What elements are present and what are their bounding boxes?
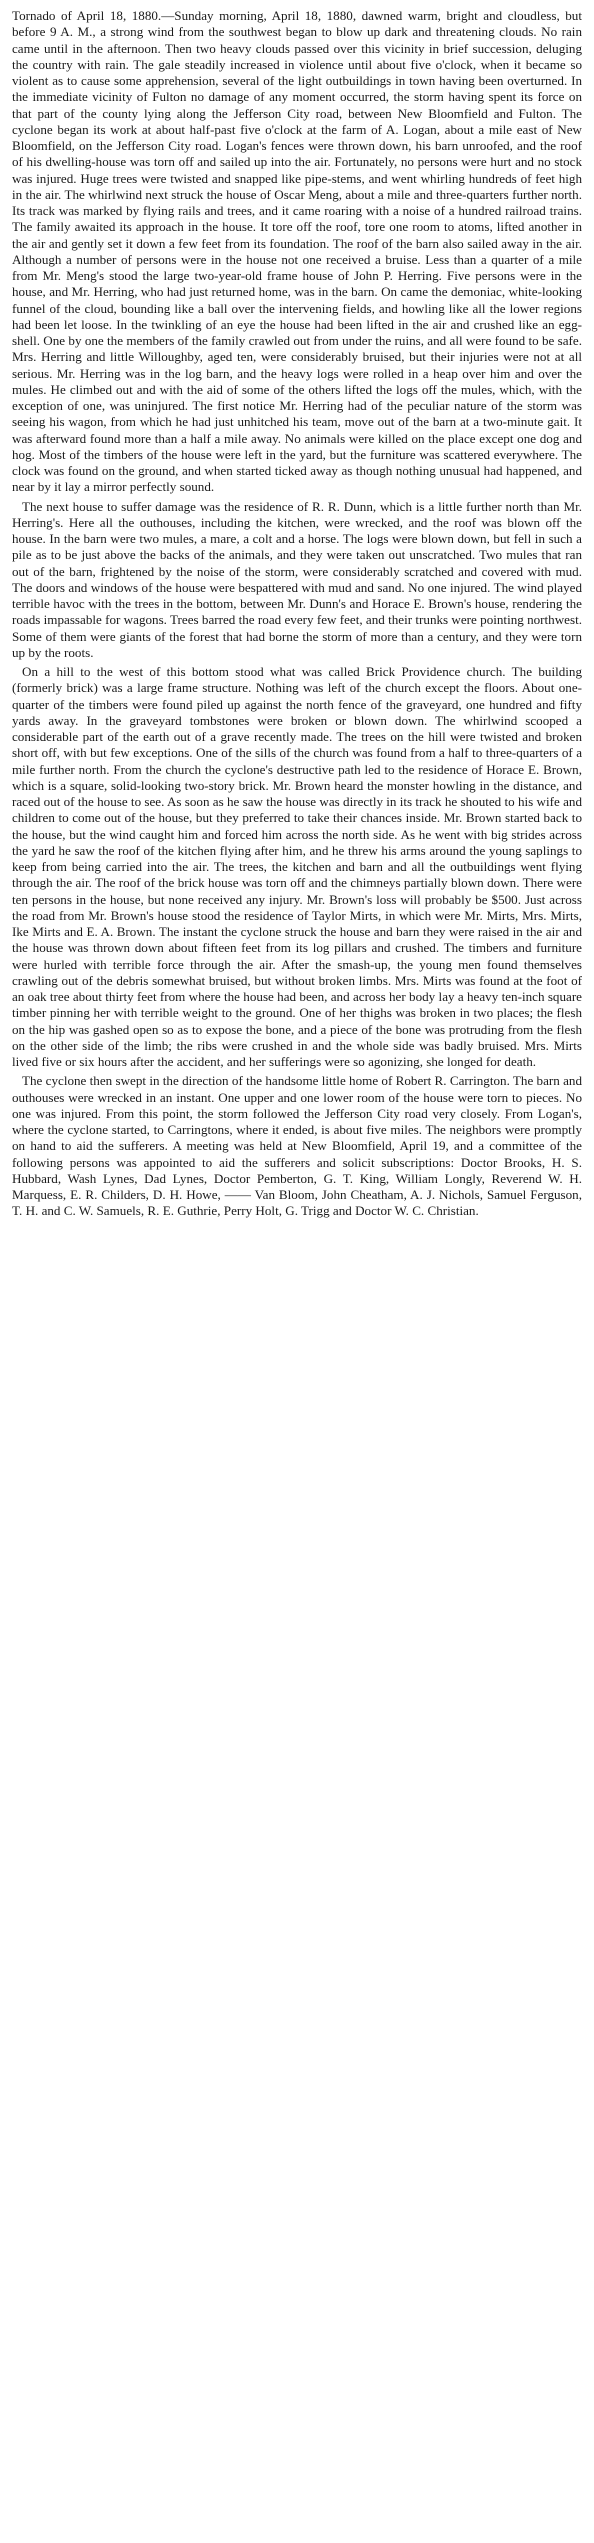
paragraph-tornado-intro: Tornado of April 18, 1880.—Sunday morning, April 18, 1880, dawned warm, bright and cloudless, but before 9 A. M., a strong wind from the southwest began to blow up dark and threatening clouds. No rain came until in the afternoon. Then two heavy clouds passed over this vicinity in brief succession, deluging the country with rain. The gale steadily increased in violence until about five o'clock, when it became so violent as to cause some apprehension, several of the light outbuildings in town having been overturned. In the immediate vicinity of Fulton no damage of any moment occurred, the storm having spent its force on that part of the county lying along the Jefferson City road, between New Bloomfield and Fulton. The cyclone began its work at about half-past five o'clock at the farm of A. Logan, about a mile east of New Bloomfield, on the Jefferson City road. Logan's fences were thrown down, his barn unroofed, and the roof of his dwelling-house was torn off and sailed up into the air. Fortunately, no persons were hurt and no stock was injured. Huge trees were twisted and snapped like pipe-stems, and went whirling hundreds of feet high in the air. The whirlwind next struck the house of Oscar Meng, about a mile and three-quarters further north. Its track was marked by flying rails and trees, and it came roaring with a noise of a hundred railroad trains. The family awaited its approach in the house. It tore off the roof, tore one room to atoms, lifted another in the air and gently set it down a few feet from its foundation. The roof of the barn also sailed away in the air. Although a number of persons were in the house not one received a bruise. Less than a quarter of a mile from Mr. Meng's stood the large two-year-old frame house of John P. Herring. Five persons were in the house, and Mr. Herring, who had just returned home, was in the barn. On came the demoniac, white-looking funnel of the cloud, bounding like a ball over the intervening fields, and howling like all the lower regions had been let loose. In the twinkling of an eye the house had been lifted in the air and crushed like an egg-shell. One by one the members of the family crawled out from under the ruins, and all were found to be safe. Mrs. Herring and little Willoughby, aged ten, were considerably bruised, but their injuries were not at all serious. Mr. Herring was in the log barn, and the heavy logs were rolled in a heap over him and over the mules. He climbed out and with the aid of some of the others lifted the logs off the mules, which, with the exception of one, was uninjured. The first notice Mr. Herring had of the peculiar nature of the storm was seeing his wagon, from which he had just unhitched his team, move out of the barn at a two-minute gait. It was afterward found more than a half a mile away. No animals were killed on the place except one dog and hog. Most of the timbers of the house were left in the yard, but the furniture was scattered everywhere. The clock was found on the ground, and when started ticked away as though nothing unusual had happened, and near by it lay a mirror perfectly sound. — [12, 8, 582, 495]
paragraph-dunn-residence: The next house to suffer damage was the residence of R. R. Dunn, which is a little further north than Mr. Herring's. Here all the outhouses, including the kitchen, were wrecked, and the roof was blown off the house. In the barn were two mules, a mare, a colt and a horse. The logs were blown down, but fell in such a pile as to be just above the backs of the animals, and they were taken out unscratched. Two mules that ran out of the barn, frightened by the noise of the storm, were considerably scratched and covered with mud. The doors and windows of the house were bespattered with mud and sand. No one injured. The wind played terrible havoc with the trees in the bottom, between Mr. Dunn's and Horace E. Brown's house, rendering the roads impassable for wagons. Trees barred the road every few feet, and their trunks were pointing northwest. Some of them were giants of the forest that had borne the storm of more than a century, and they were torn up by the roots. — [12, 498, 582, 660]
paragraph-providence-church: On a hill to the west of this bottom stood what was called Brick Providence church. The building (formerly brick) was a large frame structure. Nothing was left of the church except the floors. About one-quarter of the timbers were found piled up against the north fence of the graveyard, one hundred and fifty yards away. In the graveyard tombstones were broken or blown down. The whirlwind scooped a considerable part of the earth out of a grave recently made. The trees on the hill were twisted and broken short off, with but few exceptions. One of the sills of the church was found from a half to three-quarters of a mile further north. From the church the cyclone's destructive path led to the residence of Horace E. Brown, which is a square, solid-looking two-story brick. Mr. Brown heard the monster howling in the distance, and raced out of the house to see. As soon as he saw the house was directly in its track he shouted to his wife and children to come out of the house, but they preferred to take their chances inside. Mr. Brown started back to the house, but the wind caught him and forced him across the north side. As he went with big strides across the yard he saw the roof of the kitchen flying after him, and he threw his arms around the young saplings to keep from being carried into the air. The trees, the kitchen and barn and all the outbuildings went flying through the air. The roof of the brick house was torn off and the chimneys partially blown down. There were ten persons in the house, but none received any injury. Mr. Brown's loss will probably be $500. Just across the road from Mr. Brown's house stood the residence of Taylor Mirts, in which were Mr. Mirts, Mrs. Mirts, Ike Mirts and E. A. Brown. The instant the cyclone struck the house and barn they were raised in the air and the house was thrown down about fifteen feet from its log pillars and crushed. The timbers and furniture were hurled with terrible force through the air. After the smash-up, the young men found themselves crawling out of the debris somewhat bruised, but without broken limbs. Mrs. Mirts was found at the foot of an oak tree about thirty feet from where the house had been, and across her body lay a heavy ten-inch square timber pinning her with terrible weight to the ground. One of her thighs was broken in two places; the flesh on the hip was gashed open so as to expose the bone, and a piece of the bone was protruding from the flesh on the other side of the limb; the ribs were crushed in and the whole side was badly bruised. Mrs. Mirts lived five or six hours after the accident, and her sufferings were so agonizing, she longed for death. — [12, 664, 582, 1069]
paragraph-carrington-home: The cyclone then swept in the direction of the handsome little home of Robert R. Carrington. The barn and outhouses were wrecked in an instant. One upper and one lower room of the house were torn to pieces. No one was injured. From this point, the storm followed the Jefferson City road very closely. From Logan's, where the cyclone started, to Carringtons, where it ended, is about five miles. The neighbors were promptly on hand to aid the sufferers. A meeting was held at New Bloomfield, April 19, and a committee of the following persons was appointed to aid the sufferers and solicit subscriptions: Doctor Brooks, H. S. Hubbard, Wash Lynes, Dad Lynes, Doctor Pemberton, G. T. King, William Longly, Reverend W. H. Marquess, E. R. Childers, D. H. Howe, —— Van Bloom, John Cheatham, A. J. Nichols, Samuel Ferguson, T. H. and C. W. Samuels, R. E. Guthrie, Perry Holt, G. Trigg and Doctor W. C. Christian. — [12, 1073, 582, 1219]
article-text — [12, 8, 582, 1220]
